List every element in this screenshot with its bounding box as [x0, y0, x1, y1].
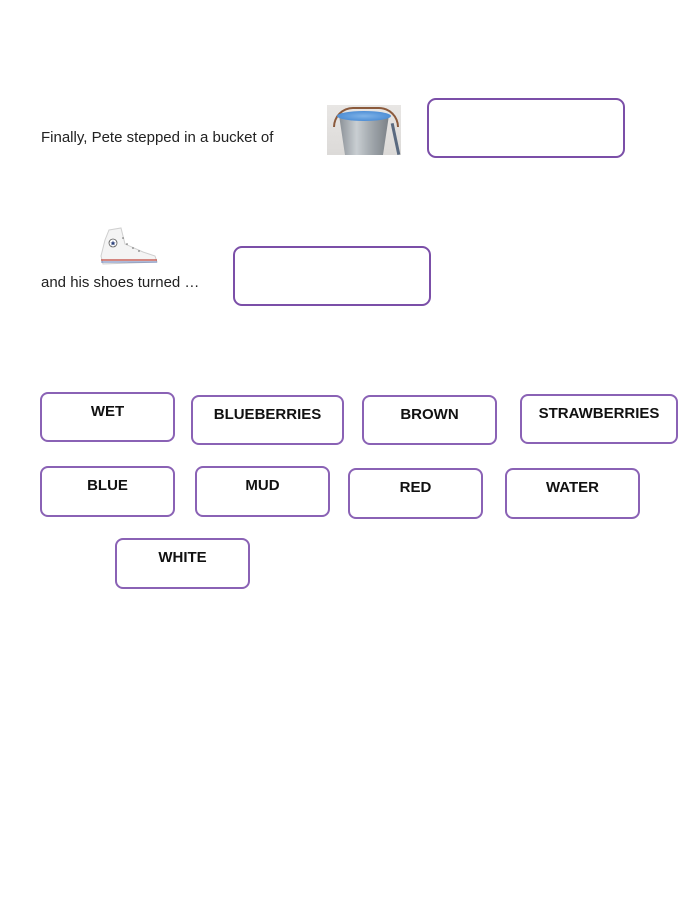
bucket-body [339, 115, 389, 155]
word-tile-label: WATER [545, 479, 600, 496]
word-tile-label: WHITE [158, 549, 207, 566]
word-tile-blueberries[interactable] [191, 395, 344, 445]
word-tile-brown[interactable] [362, 395, 497, 445]
word-tile-wet[interactable] [40, 392, 175, 442]
word-tile-label: BLUE [87, 477, 128, 494]
word-tile-strawberries[interactable] [520, 394, 678, 444]
word-tile-label: RED [399, 479, 432, 496]
white-sneaker-image [95, 226, 161, 268]
word-tile-white[interactable] [115, 538, 250, 589]
word-tile-label: BROWN [400, 406, 459, 423]
word-tile-label: MUD [245, 477, 280, 494]
bucket-of-blueberries-image [327, 105, 401, 155]
sentence-1-text: Finally, Pete stepped in a bucket of [41, 129, 274, 146]
bucket-contents [337, 111, 391, 121]
word-tile-water[interactable] [505, 468, 640, 519]
word-tile-blue[interactable] [40, 466, 175, 517]
answer-drop-box-2[interactable] [233, 246, 431, 306]
word-tile-label: WET [90, 403, 125, 420]
bucket-stand [391, 123, 401, 155]
word-tile-mud[interactable] [195, 466, 330, 517]
word-tile-label: STRAWBERRIES [538, 405, 660, 422]
sentence-2-text: and his shoes turned … [41, 274, 200, 291]
answer-drop-box-1[interactable] [427, 98, 625, 158]
word-tile-red[interactable] [348, 468, 483, 519]
word-tile-label: BLUEBERRIES [213, 406, 322, 423]
